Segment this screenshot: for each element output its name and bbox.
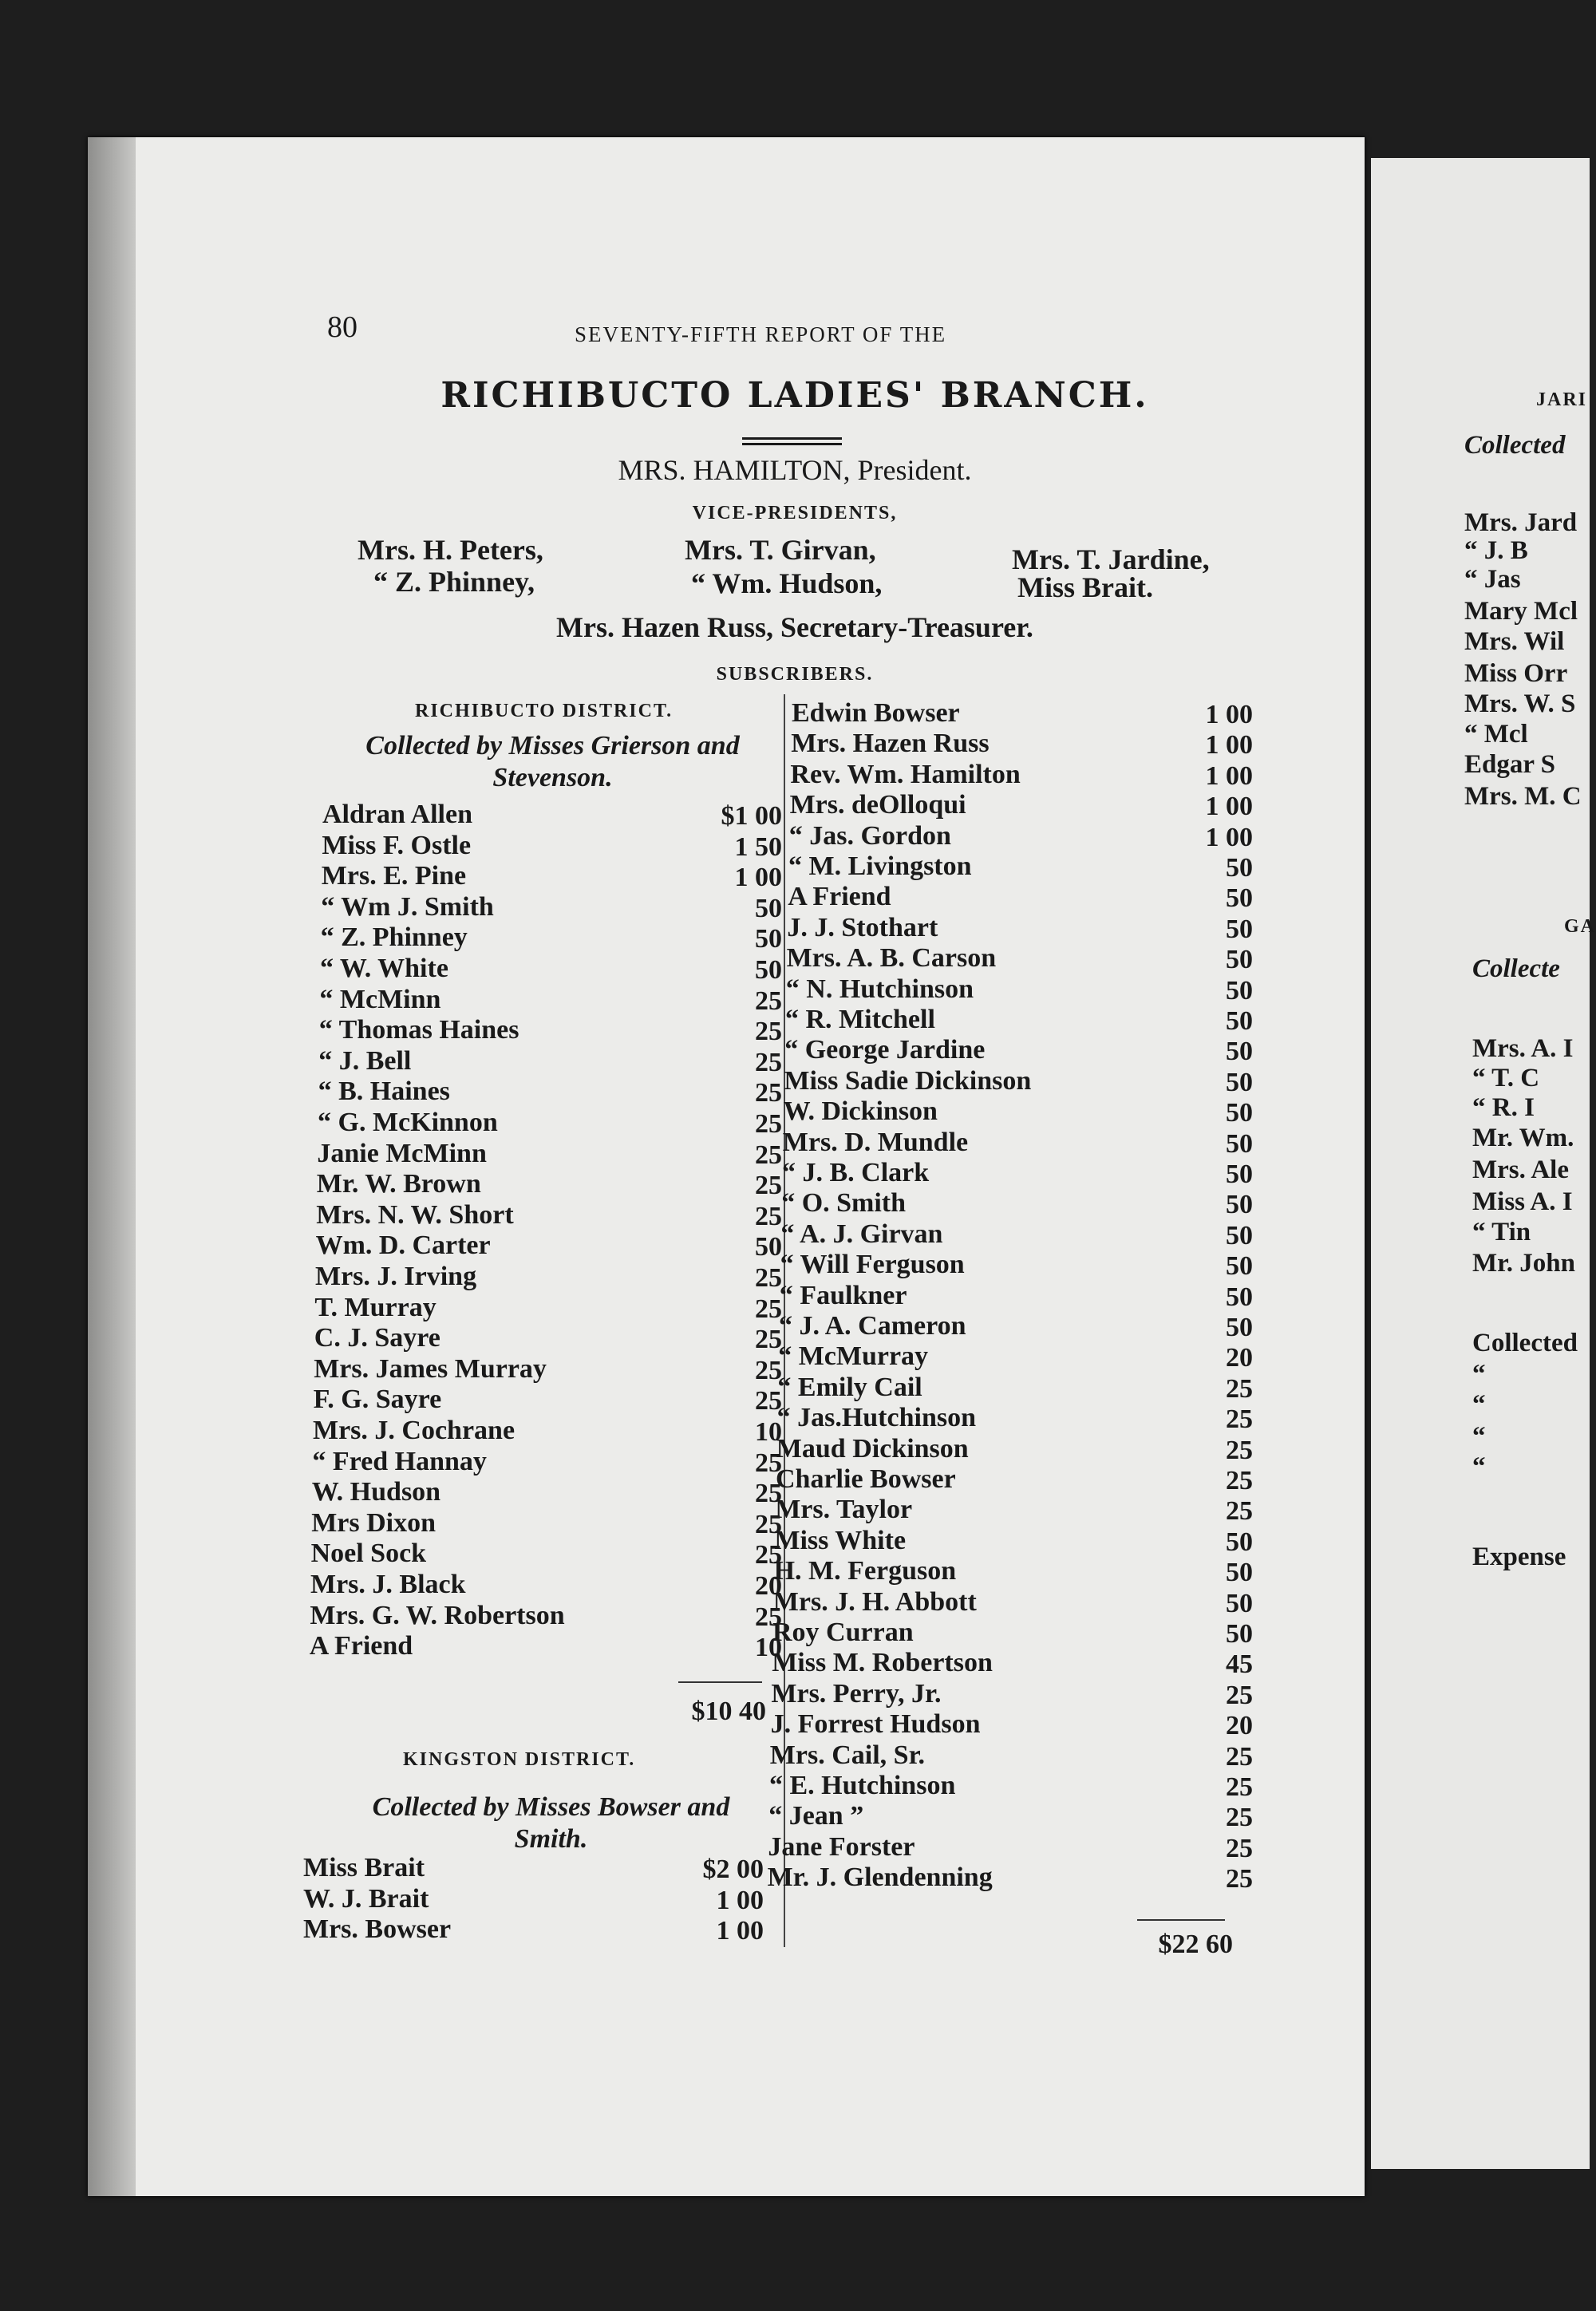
subscriber-amount: 1 00 xyxy=(1205,730,1253,760)
subscriber-amount: 45 xyxy=(1226,1649,1253,1680)
facing-page-line: “ Tin xyxy=(1472,1218,1531,1246)
subscribers-heading: SUBSCRIBERS. xyxy=(716,664,874,685)
president-line: MRS. HAMILTON, President. xyxy=(618,454,972,486)
subscriber-name: Mrs. D. Mundle xyxy=(782,1127,969,1157)
subscriber-amount: 50 xyxy=(1226,883,1253,914)
subscriber-name: Mrs. E. Pine xyxy=(321,861,467,891)
subscriber-amount: 25 xyxy=(1226,1864,1253,1894)
subscriber-amount: 20 xyxy=(1226,1343,1253,1373)
facing-page-line: Mrs. Jard xyxy=(1464,508,1578,537)
facing-page-line: “ xyxy=(1472,1390,1486,1419)
section-title: RICHIBUCTO LADIES' BRANCH. xyxy=(440,375,1149,416)
subscriber-name: H. M. Ferguson xyxy=(773,1556,957,1586)
subscriber-amount: 25 xyxy=(1226,1435,1253,1465)
facing-page-line: Miss Orr xyxy=(1464,659,1568,688)
subscriber-name: Mrs. J. Irving xyxy=(315,1262,477,1291)
secretary-line: Mrs. Hazen Russ, Secretary-Treasurer. xyxy=(556,611,1033,643)
subscriber-amount: 25 xyxy=(1226,1772,1253,1802)
subscriber-name: “ A. J. Girvan xyxy=(780,1219,943,1249)
subscriber-amount: 50 xyxy=(1226,1128,1253,1159)
facing-page-line: Mary Mcl xyxy=(1464,597,1578,626)
subscriber-name: “ Will Ferguson xyxy=(780,1250,965,1280)
subscriber-amount: 25 xyxy=(1226,1833,1253,1863)
subscriber-name: “ McMinn xyxy=(319,984,441,1014)
vice-president: Mrs. H. Peters, xyxy=(358,534,543,566)
facing-page-line: Collected xyxy=(1472,1329,1578,1357)
subscriber-amount: 25 xyxy=(755,1201,782,1231)
vice-presidents-heading: VICE-PRESIDENTS, xyxy=(692,503,898,523)
vice-president: Mrs. T. Jardine, xyxy=(1012,543,1210,575)
subscriber-name: “ George Jardine xyxy=(784,1035,986,1065)
vice-president: Mrs. T. Girvan, xyxy=(685,534,876,566)
facing-page-line: Mrs. A. I xyxy=(1472,1034,1574,1063)
subscriber-name: “ Jas. Gordon xyxy=(788,820,951,851)
vice-president: Miss Brait. xyxy=(1017,571,1153,603)
facing-page-line: “ xyxy=(1472,1422,1486,1451)
subscriber-amount: 1 00 xyxy=(1205,792,1253,822)
subscriber-name: W. Hudson xyxy=(311,1477,441,1507)
facing-page-line: “ T. C xyxy=(1472,1064,1540,1092)
collected-by-line: Stevenson. xyxy=(492,763,613,792)
facing-page-line: Mrs. W. S xyxy=(1464,689,1576,718)
facing-page-line: Mrs. M. C xyxy=(1464,782,1582,811)
facing-page-line: “ Jas xyxy=(1464,565,1521,594)
subscriber-amount: 25 xyxy=(755,1325,782,1355)
subscriber-amount: 25 xyxy=(755,1602,782,1632)
collected-by-line: Collected by Misses Grierson and xyxy=(365,731,740,760)
subscriber-name: W. J. Brait xyxy=(303,1883,429,1914)
subscriber-amount: 50 xyxy=(1226,945,1253,975)
subscriber-amount: 25 xyxy=(755,1540,782,1570)
subscriber-amount: 25 xyxy=(755,1355,782,1385)
vice-president: “ Wm. Hudson, xyxy=(691,567,883,599)
vice-president: “ Z. Phinney, xyxy=(373,566,535,598)
subscriber-amount: 50 xyxy=(1226,1220,1253,1250)
subscriber-amount: 25 xyxy=(1226,1741,1253,1772)
subscriber-name: “ Z. Phinney xyxy=(320,922,468,953)
subscriber-amount: 25 xyxy=(755,1078,782,1108)
collected-by-line: Smith. xyxy=(514,1824,588,1854)
subscriber-name: Miss Brait xyxy=(303,1853,425,1882)
subscriber-name: “ N. Hutchinson xyxy=(785,974,974,1004)
right-column-total: $22 60 xyxy=(1158,1930,1233,1959)
facing-page-line: Mr. John xyxy=(1472,1249,1575,1278)
subscriber-name: Mrs. G. W. Robertson xyxy=(310,1600,565,1630)
subscriber-name: Jane Forster xyxy=(768,1831,915,1862)
subscriber-name: “ E. Hutchinson xyxy=(769,1771,956,1800)
subscriber-amount: 50 xyxy=(1226,1558,1253,1588)
subscriber-amount: 1 00 xyxy=(716,1916,764,1946)
subscriber-name: F. G. Sayre xyxy=(313,1385,442,1415)
subscriber-name: Mrs. J. Black xyxy=(310,1570,466,1599)
facing-page-line: “ R. I xyxy=(1472,1093,1535,1122)
subscriber-amount: 25 xyxy=(755,1017,782,1047)
title-rule xyxy=(742,437,842,440)
subscriber-amount: 50 xyxy=(755,893,782,923)
subscriber-name: “ R. Mitchell xyxy=(785,1005,935,1034)
subscriber-amount: 1 00 xyxy=(1205,760,1253,791)
subscriber-name: Mrs. J. Cochrane xyxy=(313,1416,516,1445)
subscriber-name: Mrs. J. H. Abbott xyxy=(772,1586,977,1617)
subscriber-name: Miss White xyxy=(774,1525,907,1555)
subscriber-name: Maud Dickinson xyxy=(776,1433,969,1464)
subscriber-amount: 50 xyxy=(1226,853,1253,883)
subscriber-amount: 1 00 xyxy=(1205,700,1253,729)
sum-rule xyxy=(1137,1919,1225,1921)
district-heading: RICHIBUCTO DISTRICT. xyxy=(415,701,674,721)
subscriber-amount: $1 00 xyxy=(721,801,782,831)
subscriber-name: “ McMurray xyxy=(778,1341,929,1372)
subscriber-amount: 20 xyxy=(1226,1711,1253,1741)
subscriber-amount: 50 xyxy=(1226,1313,1253,1342)
subscriber-amount: 50 xyxy=(1226,1251,1253,1282)
subscriber-name: J. Forrest Hudson xyxy=(770,1709,981,1740)
subscriber-name: “ W. White xyxy=(320,954,448,983)
subscriber-amount: 50 xyxy=(1226,1588,1253,1618)
subscriber-amount: 25 xyxy=(755,1386,782,1416)
subscriber-name: Mrs. A. B. Carson xyxy=(786,943,997,974)
subscriber-name: Rev. Wm. Hamilton xyxy=(790,759,1021,789)
subscriber-amount: 50 xyxy=(1226,1619,1253,1649)
subscriber-amount: 50 xyxy=(1226,1190,1253,1220)
subscriber-amount: 10 xyxy=(755,1417,782,1447)
subscriber-name: “ Jas.Hutchinson xyxy=(776,1403,976,1433)
district-heading: KINGSTON DISTRICT. xyxy=(403,1749,636,1770)
subscriber-name: W. Dickinson xyxy=(783,1096,938,1127)
subscriber-name: T. Murray xyxy=(314,1292,437,1322)
subscriber-amount: 50 xyxy=(755,924,782,954)
facing-page-line: “ xyxy=(1472,1360,1486,1389)
subscriber-amount: 1 00 xyxy=(716,1885,764,1915)
subscriber-name: “ Fred Hannay xyxy=(312,1446,487,1476)
subscriber-name: “ Emily Cail xyxy=(777,1372,922,1402)
subscriber-name: “ O. Smith xyxy=(781,1188,907,1219)
facing-page-line: GA xyxy=(1564,916,1596,937)
subscriber-amount: 25 xyxy=(755,1140,782,1170)
collected-by xyxy=(318,1792,784,1855)
subscriber-amount: 25 xyxy=(1226,1496,1253,1527)
subscriber-name: “ J. A. Cameron xyxy=(779,1311,966,1341)
subscriber-amount: 25 xyxy=(755,1479,782,1509)
page-edge xyxy=(88,137,136,2196)
subscriber-name: Mrs. Bowser xyxy=(303,1914,452,1944)
subscriber-name: Mrs. James Murray xyxy=(314,1353,547,1384)
subscriber-amount: 25 xyxy=(755,1263,782,1293)
subscriber-amount: 25 xyxy=(1226,1680,1253,1710)
subscriber-name: “ B. Haines xyxy=(318,1076,450,1107)
facing-page-line: JARI xyxy=(1536,389,1588,410)
facing-page-line: “ xyxy=(1472,1452,1486,1481)
subscriber-name: Roy Curran xyxy=(772,1618,914,1647)
subscriber-name: Aldran Allen xyxy=(322,800,472,829)
subscriber-amount: $2 00 xyxy=(702,1855,764,1884)
subscriber-name: Mr. J. Glendenning xyxy=(767,1863,993,1893)
subscriber-amount: 20 xyxy=(755,1571,782,1601)
page-number: 80 xyxy=(327,310,358,344)
facing-page-line: Mrs. Ale xyxy=(1472,1156,1569,1184)
subscriber-name: Miss F. Ostle xyxy=(322,830,472,860)
subscriber-amount: 50 xyxy=(755,1232,782,1262)
subscriber-amount: 1 50 xyxy=(734,832,782,862)
subscriber-name: “ Wm J. Smith xyxy=(321,891,494,922)
subscriber-amount: 1 00 xyxy=(1205,822,1253,852)
subscriber-amount: 25 xyxy=(755,1047,782,1077)
subscriber-amount: 25 xyxy=(1226,1404,1253,1435)
subscriber-amount: 25 xyxy=(755,1171,782,1201)
subscriber-amount: 50 xyxy=(1226,1067,1253,1097)
facing-page-line: Edgar S xyxy=(1464,750,1556,779)
subscriber-name: Edwin Bowser xyxy=(792,698,960,728)
subscriber-name: “ Jean ” xyxy=(768,1801,864,1831)
subscriber-name: Mrs. N. W. Short xyxy=(316,1199,514,1230)
subscriber-amount: 25 xyxy=(755,986,782,1016)
subscriber-amount: 50 xyxy=(1226,1159,1253,1189)
subscriber-amount: 50 xyxy=(1226,1006,1253,1036)
subscriber-amount: 1 00 xyxy=(734,863,782,893)
subscriber-amount: 25 xyxy=(1226,1803,1253,1833)
subscriber-amount: 50 xyxy=(1226,1527,1253,1557)
subscriber-name: “ Thomas Haines xyxy=(318,1015,519,1045)
subscriber-name: Mr. W. Brown xyxy=(316,1169,481,1199)
running-head: SEVENTY-FIFTH REPORT OF THE xyxy=(575,322,947,346)
subscriber-name: Mrs. Taylor xyxy=(775,1495,913,1525)
subscriber-name: Charlie Bowser xyxy=(776,1464,956,1494)
title-rule xyxy=(742,443,842,445)
subscriber-name: C. J. Sayre xyxy=(314,1323,440,1353)
subscriber-name: Miss Sadie Dickinson xyxy=(784,1065,1032,1096)
facing-page-line: “ Mcl xyxy=(1464,720,1528,749)
subscriber-name: Noel Sock xyxy=(310,1539,427,1569)
subscriber-name: “ Faulkner xyxy=(779,1280,907,1310)
facing-page-line: Mr. Wm. xyxy=(1472,1124,1574,1152)
subscriber-name: “ G. McKinnon xyxy=(318,1108,498,1137)
subscriber-amount: 25 xyxy=(755,1109,782,1139)
facing-page-line: Miss A. I xyxy=(1472,1187,1573,1216)
subscriber-name: Miss M. Robertson xyxy=(772,1648,993,1678)
facing-page-line: “ J. B xyxy=(1464,536,1528,565)
subscriber-amount: 25 xyxy=(755,1294,782,1324)
subscriber-amount: 50 xyxy=(755,955,782,985)
subscriber-name: J. J. Stothart xyxy=(787,912,938,942)
subscriber-amount: 50 xyxy=(1226,1037,1253,1067)
subscriber-amount: 50 xyxy=(1226,975,1253,1005)
facing-page-line: Collecte xyxy=(1472,954,1560,983)
subscriber-name: Mrs. Perry, Jr. xyxy=(771,1678,942,1709)
subscriber-name: Wm. D. Carter xyxy=(315,1231,491,1261)
subscriber-name: Janie McMinn xyxy=(317,1138,487,1168)
subscriber-amount: 10 xyxy=(755,1633,782,1663)
facing-page-line: Collected xyxy=(1464,431,1566,460)
subscriber-name: “ M. Livingston xyxy=(788,851,972,881)
subscriber-name: Mrs. Cail, Sr. xyxy=(769,1740,926,1770)
collected-by-line: Collected by Misses Bowser and xyxy=(372,1792,730,1822)
district-total: $10 40 xyxy=(691,1697,766,1726)
sum-rule xyxy=(678,1681,762,1683)
subscriber-amount: 25 xyxy=(1226,1373,1253,1404)
subscriber-name: A Friend xyxy=(788,882,891,912)
subscriber-amount: 50 xyxy=(1226,1098,1253,1128)
subscriber-amount: 25 xyxy=(755,1448,782,1478)
subscriber-amount: 25 xyxy=(755,1509,782,1539)
subscriber-name: Mrs Dixon xyxy=(311,1507,437,1538)
collected-by xyxy=(323,730,782,794)
subscriber-amount: 50 xyxy=(1226,1282,1253,1312)
subscriber-amount: 50 xyxy=(1226,914,1253,944)
subscriber-name: “ J. Bell xyxy=(318,1045,412,1076)
subscriber-name: Mrs. Hazen Russ xyxy=(791,729,990,759)
facing-page-line: Expense xyxy=(1472,1543,1566,1571)
facing-page-line: Mrs. Wil xyxy=(1464,627,1565,656)
subscriber-name: “ J. B. Clark xyxy=(782,1158,930,1187)
subscriber-name: A Friend xyxy=(309,1631,413,1661)
subscriber-name: Mrs. deOlloqui xyxy=(789,790,966,820)
subscriber-amount: 25 xyxy=(1226,1466,1253,1495)
